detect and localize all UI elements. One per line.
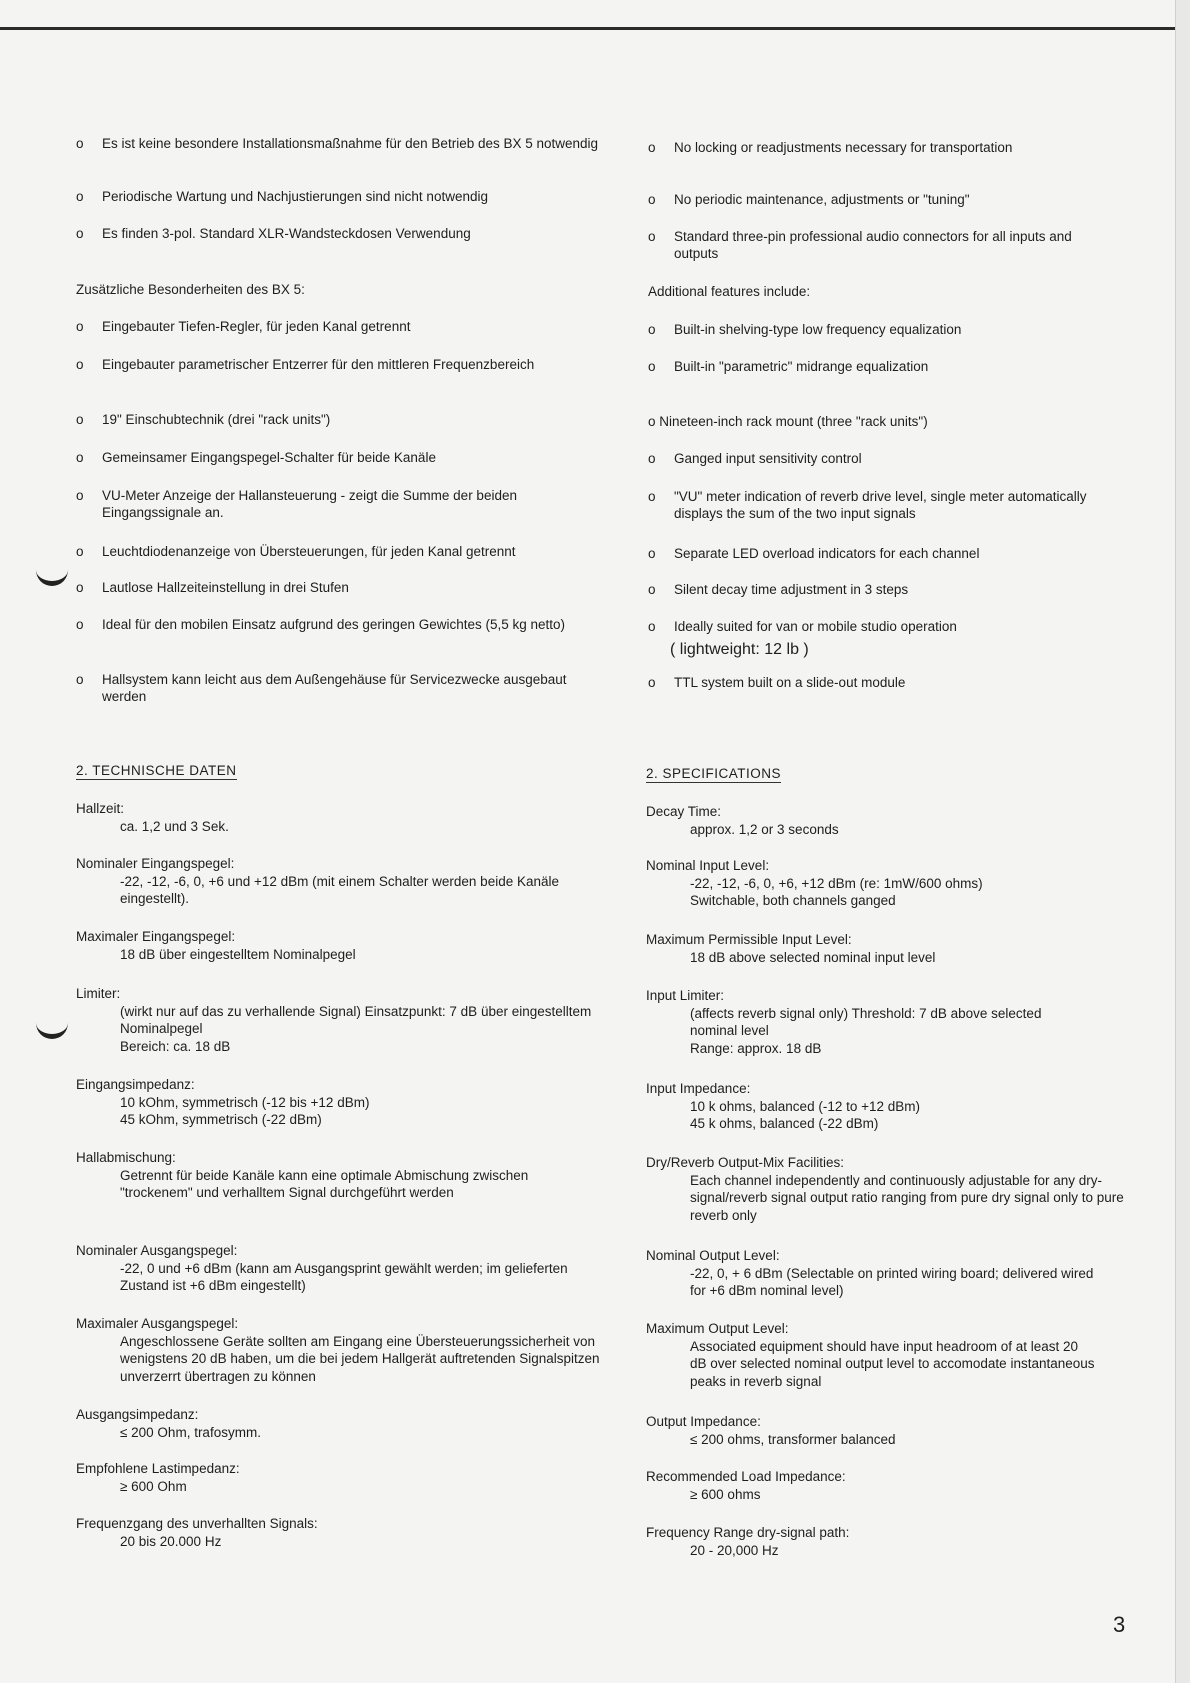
bullet: o bbox=[76, 617, 84, 632]
bullet: o bbox=[648, 229, 656, 244]
en-spec: Recommended Load Impedance: ≥ 600 ohms bbox=[646, 1469, 846, 1502]
en-feature: o No locking or readjustments necessary for transportation bbox=[648, 140, 1013, 155]
en-spec: Nominal Input Level: -22, -12, -6, 0, +6, +12 dBm (re: 1mW/600 ohms) Switchable, both channels ganged bbox=[646, 858, 983, 908]
bullet: o bbox=[76, 450, 84, 465]
de-spec: Frequenzgang des unverhallten Signals: 20 bis 20.000 Hz bbox=[76, 1516, 318, 1549]
bullet: o bbox=[648, 675, 656, 690]
de-spec: Maximaler Ausgangspegel: Angeschlossene Geräte sollten am Eingang eine Übersteuerungssicherheit von wenigstens 20 dB haben, um die bei jedem Hallgerät auftretenden Signalspitzen unverzerrt übertragen zu können bbox=[76, 1316, 600, 1384]
en-spec: Input Limiter: (affects reverb signal only) Threshold: 7 dB above selected nominal level Range: approx. 18 dB bbox=[646, 988, 1042, 1056]
en-specs-heading: 2. SPECIFICATIONS bbox=[646, 766, 782, 781]
bullet: o bbox=[648, 140, 656, 155]
de-additional-heading: Zusätzliche Besonderheiten des BX 5: bbox=[76, 282, 305, 297]
top-rule bbox=[0, 27, 1190, 30]
de-additional-item: o Lautlose Hallzeiteinstellung in drei Stufen bbox=[76, 580, 349, 595]
de-spec: Maximaler Eingangspegel: 18 dB über eingestelltem Nominalpegel bbox=[76, 929, 356, 962]
bullet: o bbox=[76, 544, 84, 559]
en-spec: Frequency Range dry-signal path: 20 - 20,000 Hz bbox=[646, 1525, 850, 1558]
page-number: 3 bbox=[1113, 1612, 1126, 1637]
bullet: o bbox=[76, 672, 84, 687]
de-spec: Empfohlene Lastimpedanz: ≥ 600 Ohm bbox=[76, 1461, 240, 1494]
en-weight-note: ( lightweight: 12 lb ) bbox=[670, 641, 809, 658]
en-additional-item: o Silent decay time adjustment in 3 steps bbox=[648, 582, 909, 597]
bullet: o bbox=[648, 489, 656, 504]
en-spec: Input Impedance: 10 k ohms, balanced (-12 to +12 dBm) 45 k ohms, balanced (-22 dBm) bbox=[646, 1081, 921, 1131]
de-specs-heading: 2. TECHNISCHE DATEN bbox=[76, 763, 237, 778]
de-feature: o Periodische Wartung und Nachjustierungen sind nicht notwendig bbox=[76, 189, 488, 204]
en-spec: Output Impedance: ≤ 200 ohms, transformer balanced bbox=[646, 1414, 896, 1447]
de-additional-item: o Gemeinsamer Eingangspegel-Schalter für beide Kanäle bbox=[76, 450, 436, 465]
bullet: o bbox=[648, 582, 656, 597]
bullet: o bbox=[76, 488, 84, 503]
de-spec: Eingangsimpedanz: 10 kOhm, symmetrisch (-12 bis +12 dBm) 45 kOhm, symmetrisch (-22 dBm) bbox=[76, 1077, 370, 1127]
en-additional-heading: Additional features include: bbox=[648, 284, 811, 299]
bullet: o bbox=[648, 451, 656, 466]
page-edge bbox=[1175, 0, 1190, 1683]
de-spec: Hallzeit: ca. 1,2 und 3 Sek. bbox=[76, 801, 229, 834]
en-spec: Maximum Output Level: Associated equipment should have input headroom of at least 20 dB over selected nominal output level to accomodate instantaneous peaks in reverb signal bbox=[646, 1321, 1095, 1389]
punch-mark bbox=[36, 567, 68, 586]
de-feature: o Es finden 3-pol. Standard XLR-Wandsteckdosen Verwendung bbox=[76, 226, 471, 241]
en-additional-item: o Ganged input sensitivity control bbox=[648, 451, 862, 466]
bullet: o bbox=[648, 619, 656, 634]
de-spec: Hallabmischung: Getrennt für beide Kanäle kann eine optimale Abmischung zwischen "trockenem" und verhalltem Signal durchgeführt werden bbox=[76, 1150, 529, 1200]
en-spec: Dry/Reverb Output-Mix Facilities: Each channel independently and continuously adjustable for any dry-signal/reverb signal output ratio ranging from pure dry signal only to pure reverb only bbox=[646, 1155, 1124, 1223]
de-additional-item: o Eingebauter Tiefen-Regler, für jeden Kanal getrennt bbox=[76, 319, 411, 334]
en-additional-item: o Nineteen-inch rack mount (three "rack units") bbox=[648, 414, 928, 429]
de-spec: Nominaler Ausgangspegel: -22, 0 und +6 dBm (kann am Ausgangsprint gewählt werden; im gelieferten Zustand ist +6 dBm eingestellt) bbox=[76, 1243, 568, 1293]
en-feature: o No periodic maintenance, adjustments or "tuning" bbox=[648, 192, 970, 207]
en-spec: Nominal Output Level: -22, 0, + 6 dBm (Selectable on printed wiring board; delivered wired for +6 dBm nominal level) bbox=[646, 1248, 1094, 1298]
de-spec: Nominaler Eingangspegel: -22, -12, -6, 0, +6 und +12 dBm (mit einem Schalter werden beide Kanäle eingestellt). bbox=[76, 856, 560, 906]
bullet: o bbox=[76, 319, 84, 334]
de-spec: Ausgangsimpedanz: ≤ 200 Ohm, trafosymm. bbox=[76, 1407, 261, 1440]
bullet: o bbox=[76, 357, 84, 372]
de-additional-item: o VU-Meter Anzeige der Hallansteuerung - zeigt die Summe der beiden Eingangssignale an. bbox=[76, 488, 517, 520]
de-additional-item: o Eingebauter parametrischer Entzerrer für den mittleren Frequenzbereich bbox=[76, 357, 535, 372]
en-spec: Decay Time: approx. 1,2 or 3 seconds bbox=[646, 804, 839, 837]
de-additional-item: o Ideal für den mobilen Einsatz aufgrund des geringen Gewichtes (5,5 kg netto) bbox=[76, 617, 566, 632]
de-additional-item: o Leuchtdiodenanzeige von Übersteuerungen, für jeden Kanal getrennt bbox=[76, 544, 516, 559]
en-additional-item: o "VU" meter indication of reverb drive level, single meter automatically displays the sum of the two input signals bbox=[648, 489, 1087, 521]
bullet: o bbox=[648, 192, 656, 207]
bullet: o bbox=[76, 189, 84, 204]
bullet: o bbox=[648, 322, 656, 337]
en-additional-item: o Ideally suited for van or mobile studio operation bbox=[648, 619, 957, 634]
punch-mark bbox=[36, 1020, 68, 1039]
bullet: o bbox=[76, 136, 84, 151]
bullet: o bbox=[76, 580, 84, 595]
bullet: o bbox=[76, 412, 84, 427]
bullet: o bbox=[76, 226, 84, 241]
bullet: o bbox=[648, 359, 656, 374]
en-spec: Maximum Permissible Input Level: 18 dB above selected nominal input level bbox=[646, 932, 936, 965]
en-additional-item: o Built-in "parametric" midrange equalization bbox=[648, 359, 929, 374]
en-additional-item: o TTL system built on a slide-out module bbox=[648, 675, 906, 690]
en-additional-item: o Built-in shelving-type low frequency equalization bbox=[648, 322, 962, 337]
de-additional-item: o 19" Einschubtechnik (drei "rack units") bbox=[76, 412, 331, 427]
en-additional-item: o Separate LED overload indicators for each channel bbox=[648, 546, 980, 561]
en-feature: o Standard three-pin professional audio connectors for all inputs and outputs bbox=[648, 229, 1072, 261]
bullet: o bbox=[648, 546, 656, 561]
de-additional-item: o Hallsystem kann leicht aus dem Außengehäuse für Servicezwecke ausgebaut werden bbox=[76, 672, 567, 704]
de-spec: Limiter: (wirkt nur auf das zu verhallende Signal) Einsatzpunkt: 7 dB über eingestelltem Nominalpegel Bereich: ca. 18 dB bbox=[76, 986, 592, 1054]
de-feature: o Es ist keine besondere Installationsmaßnahme für den Betrieb des BX 5 notwendig bbox=[76, 136, 599, 151]
